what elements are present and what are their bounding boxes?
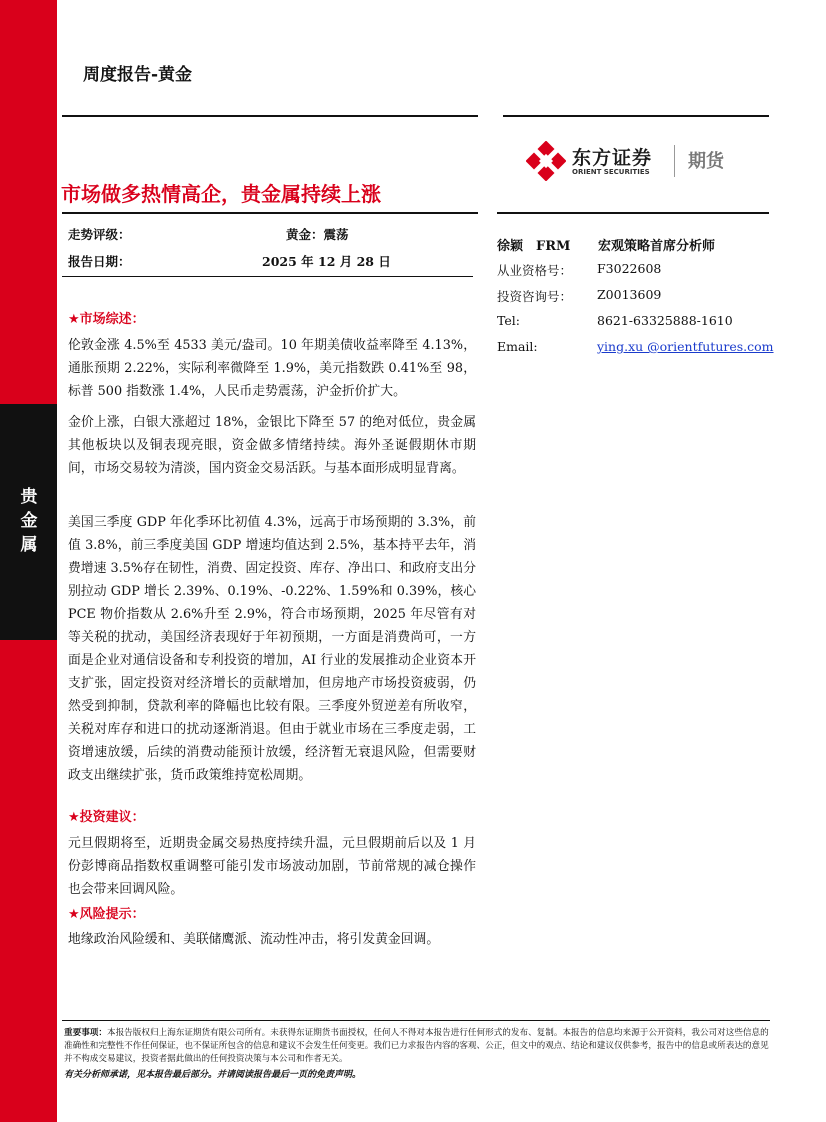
company-logo bbox=[526, 141, 766, 181]
email-link[interactable]: ying.xu @orientfutures.com bbox=[597, 339, 774, 354]
overview-heading: ★市场综述： bbox=[68, 312, 145, 327]
risk-paragraph: 地缘政治风险缓和、美联储鹰派、流动性冲击，将引发黄金回调。 bbox=[68, 932, 440, 947]
analyst-promise-note: 有关分析师承诺，见本报告最后部分。并请阅读报告最后一页的免责声明。 bbox=[64, 1070, 362, 1080]
report-date-value: 2025 年 12 月 28 日 bbox=[262, 254, 391, 269]
report-type-title: 周度报告-黄金 bbox=[83, 65, 193, 85]
side-category-label: 贵金属 bbox=[20, 487, 38, 555]
logo-company-en: ORIENT SECURITIES bbox=[572, 168, 650, 176]
disclaimer-text: 本报告版权归上海东证期货有限公司所有。未获得东证期货书面授权，任何人不得对本报告进行任何形式的发布、复制。本报告的信息均来源于公开资料，我公司对这些信息的准确性和完整性不作任何保证，也不保证所包含的信息和建议不会发生任何变更。我们已力求报告内容的客观、公正，但文中的观点、结论和建议仅供参考，报告中的信息或所表达的意见并不构成交易建议，投资者据此做出的任何投资决策与本公司和作者无关。 bbox=[64, 1028, 769, 1064]
meta-rule bbox=[62, 276, 473, 277]
tel-label: Tel: bbox=[497, 313, 520, 328]
logo-mark-icon bbox=[526, 141, 566, 181]
tel-value: 8621-63325888-1610 bbox=[597, 313, 733, 328]
email-label: Email: bbox=[497, 339, 538, 354]
overview-paragraph-3: 美国三季度 GDP 年化季环比初值 4.3%，远高于市场预期的 3.3%，前值 3.8%，前三季度美国 GDP 增速均值达到 2.5%，基本持平去年，消费增速 3.5%存在韧性，消费、固定投资、库存、净出口、和政府支出分别拉动 GDP 增长 2.39%、0.19%、-0.22%、1.59%和 0.39%，核心 PCE 物价指数从 2.6%升至 2.9%，符合市场预期，2025 年尽管有对等关税的扰动，美国经济表现好于年初预期，一方面是消费尚可，一方面是企业对通信设备和专利投资的增加，AI 行业的发展推动企业资本开支扩张，固定投资对经济增长的贡献增加，但房地产市场投资疲弱，仍然受到抑制，贷款利率的降幅也比较有限。三季度外贸逆差有所收窄，关税对库存和进口的扰动逐渐消退。但由于就业市场在三季度走弱，工资增速放缓，后续的消费动能预计放缓，经济暂无衰退风险，但需要财政支出继续扩张，货币政策维持宽松周期。 bbox=[68, 515, 476, 783]
investment-heading: ★投资建议： bbox=[68, 810, 145, 825]
title-rule-left bbox=[62, 212, 478, 214]
consult-number-value: Z0013609 bbox=[597, 287, 662, 302]
consult-number-label: 投资咨询号： bbox=[497, 289, 573, 304]
left-accent-bar-bottom bbox=[0, 640, 57, 1122]
analyst-name: 徐颖 FRM bbox=[497, 239, 571, 254]
report-headline: 市场做多热情高企，贵金属持续上涨 bbox=[61, 182, 381, 206]
logo-company-cn: 东方证券 bbox=[572, 147, 653, 169]
disclaimer-label: 重要事项： bbox=[64, 1028, 107, 1038]
left-accent-bar-top bbox=[0, 0, 57, 404]
qualification-label: 从业资格号： bbox=[497, 263, 573, 278]
title-rule-right bbox=[497, 212, 769, 214]
disclaimer bbox=[64, 1027, 770, 1066]
header-rule-right bbox=[503, 115, 769, 117]
logo-separator bbox=[674, 145, 675, 177]
trend-rating-label: 走势评级： bbox=[68, 227, 131, 242]
report-date-label: 报告日期： bbox=[68, 254, 131, 269]
risk-heading: ★风险提示： bbox=[68, 907, 145, 922]
trend-rating-value: 黄金：震荡 bbox=[286, 227, 349, 242]
footer-rule bbox=[62, 1020, 770, 1021]
investment-paragraph: 元旦假期将至，近期贵金属交易热度持续升温，元旦假期前后以及 1 月份彭博商品指数权重调整可能引发市场波动加剧，节前常规的减仓操作也会带来回调风险。 bbox=[68, 836, 476, 897]
header-rule-left bbox=[62, 115, 478, 117]
analyst-title: 宏观策略首席分析师 bbox=[598, 239, 716, 254]
overview-paragraph-2: 金价上涨，白银大涨超过 18%，金银比下降至 57 的绝对低位，贵金属其他板块以及铜表现亮眼，资金做多情绪持续。海外圣诞假期休市期间，市场交易较为清淡，国内资金交易活跃。与基本面形成明显背离。 bbox=[68, 415, 476, 476]
overview-paragraph-1: 伦敦金涨 4.5%至 4533 美元/盎司。10 年期美债收益率降至 4.13%，通胀预期 2.22%，实际利率微降至 1.9%，美元指数跌 0.41%至 98，标普 500 指数涨 1.4%，人民币走势震荡，沪金折价扩大。 bbox=[68, 338, 476, 399]
logo-division: 期货 bbox=[688, 151, 724, 172]
qualification-value: F3022608 bbox=[597, 261, 662, 276]
